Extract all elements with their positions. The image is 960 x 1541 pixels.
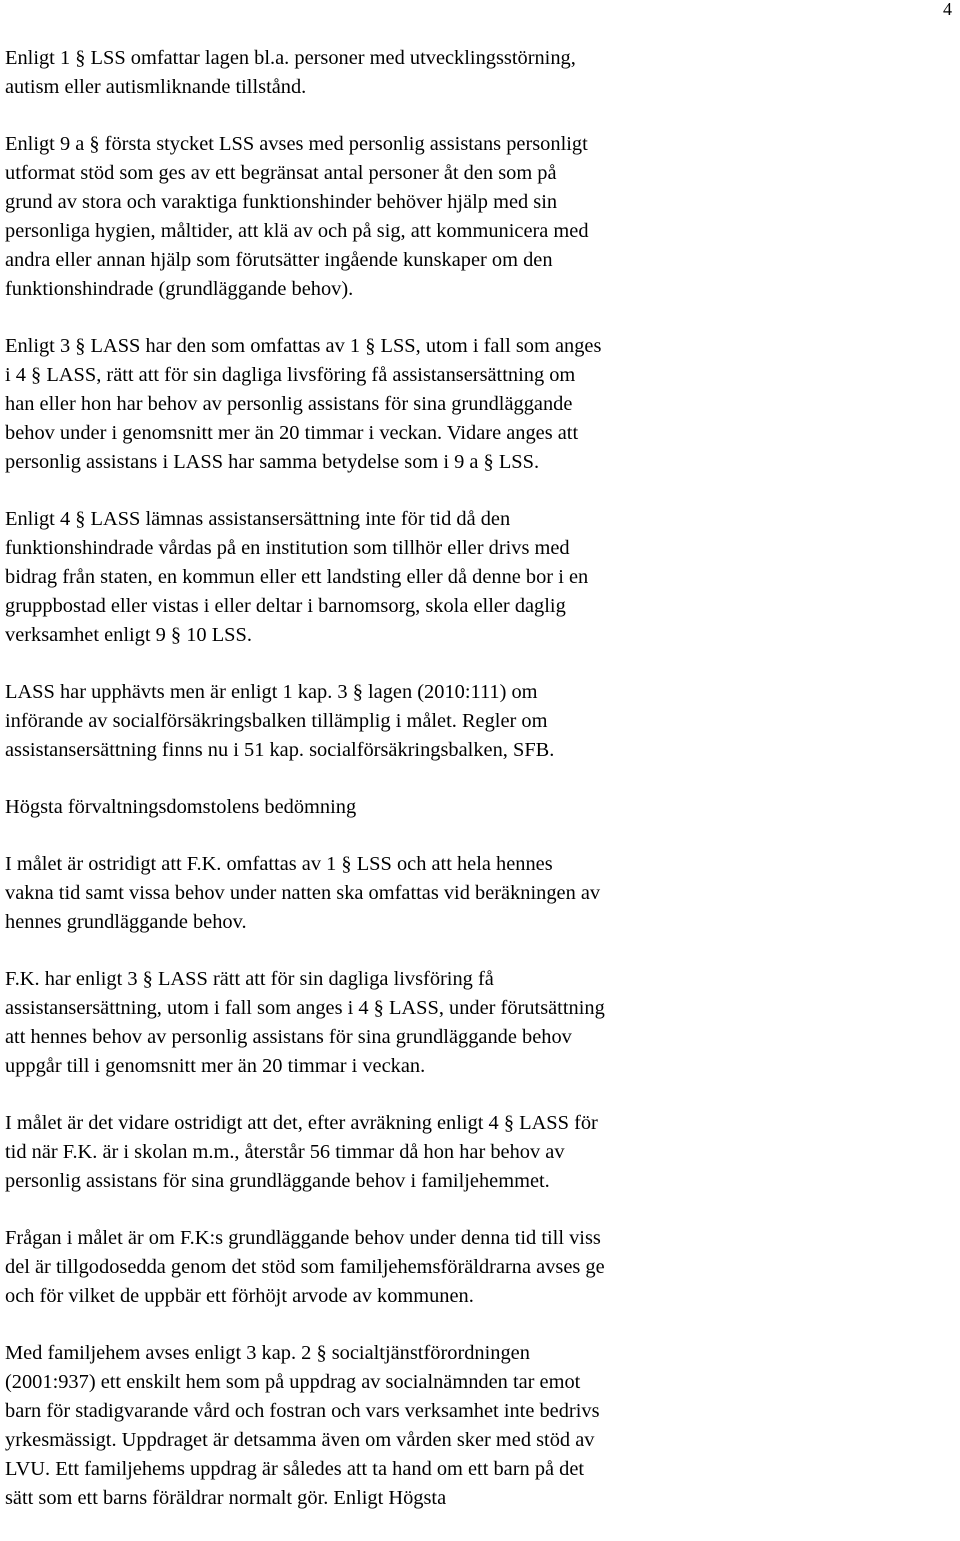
assessment-paragraph bbox=[5, 1224, 955, 1311]
assessment-paragraph bbox=[5, 1109, 955, 1196]
text-line: sätt som ett barns föräldrar normalt gör. Enligt Högsta bbox=[5, 1487, 447, 1509]
text-line: och för vilket de uppbär ett förhöjt arvode av kommunen. bbox=[5, 1285, 474, 1307]
paragraph-lass-4 bbox=[5, 505, 955, 650]
text-line: gruppbostad eller vistas i eller deltar i barnomsorg, skola eller daglig bbox=[5, 595, 566, 617]
paragraph-lss-9a bbox=[5, 130, 955, 304]
text-line: (2001:937) ett enskilt hem som på uppdrag av socialnämnden tar emot bbox=[5, 1371, 581, 1393]
text-line: behov under i genomsnitt mer än 20 timmar i veckan. Vidare anges att bbox=[5, 422, 579, 444]
text-line: vakna tid samt vissa behov under natten ska omfattas vid beräkningen av bbox=[5, 882, 601, 904]
text-line: Enligt 3 § LASS har den som omfattas av 1 § LSS, utom i fall som anges bbox=[5, 335, 602, 357]
text-line: Enligt 9 a § första stycket LSS avses med personlig assistans personligt bbox=[5, 133, 588, 155]
text-line: F.K. har enligt 3 § LASS rätt att för sin dagliga livsföring få bbox=[5, 968, 494, 990]
document-body bbox=[5, 44, 955, 1541]
paragraph-lass-3 bbox=[5, 332, 955, 477]
assessment-paragraph bbox=[5, 1339, 955, 1513]
text-line: assistansersättning, utom i fall som anges i 4 § LASS, under förutsättning bbox=[5, 997, 605, 1019]
text-line: I målet är ostridigt att F.K. omfattas av 1 § LSS och att hela hennes bbox=[5, 853, 553, 875]
text-line: utformat stöd som ges av ett begränsat antal personer åt den som på bbox=[5, 162, 557, 184]
assessment-paragraph bbox=[5, 850, 955, 937]
assessment-paragraph bbox=[5, 965, 955, 1081]
text-line: Enligt 4 § LASS lämnas assistansersättning inte för tid då den bbox=[5, 508, 511, 530]
text-line: i 4 § LASS, rätt att för sin dagliga livsföring få assistansersättning om bbox=[5, 364, 576, 386]
text-line: uppgår till i genomsnitt mer än 20 timmar i veckan. bbox=[5, 1055, 426, 1077]
paragraph-lass-repealed bbox=[5, 678, 955, 765]
text-line: LASS har upphävts men är enligt 1 kap. 3 § lagen (2010:111) om bbox=[5, 681, 538, 703]
text-line: personlig assistans för sina grundläggande behov i familjehemmet. bbox=[5, 1170, 550, 1192]
text-line: bidrag från staten, en kommun eller ett landsting eller då denne bor i en bbox=[5, 566, 589, 588]
text-line: I målet är det vidare ostridigt att det, efter avräkning enligt 4 § LASS för bbox=[5, 1112, 598, 1134]
page-number: 4 bbox=[943, 0, 952, 19]
text-line: hennes grundläggande behov. bbox=[5, 911, 247, 933]
text-line: personliga hygien, måltider, att klä av och på sig, att kommunicera med bbox=[5, 220, 589, 242]
text-line: yrkesmässigt. Uppdraget är detsamma även om vården sker med stöd av bbox=[5, 1429, 595, 1451]
text-line: andra eller annan hjälp som förutsätter ingående kunskaper om den bbox=[5, 249, 553, 271]
text-line: Enligt 1 § LSS omfattar lagen bl.a. personer med utvecklingsstörning, bbox=[5, 47, 576, 69]
text-line: Med familjehem avses enligt 3 kap. 2 § socialtjänstförordningen bbox=[5, 1342, 530, 1364]
section-heading: Högsta förvaltningsdomstolens bedömning bbox=[5, 796, 357, 818]
text-line: han eller hon har behov av personlig assistans för sina grundläggande bbox=[5, 393, 573, 415]
text-line: barn för stadigvarande vård och fostran och vars verksamhet inte bedrivs bbox=[5, 1400, 600, 1422]
text-line: tid när F.K. är i skolan m.m., återstår 56 timmar då hon har behov av bbox=[5, 1141, 565, 1163]
text-line: grund av stora och varaktiga funktionshinder behöver hjälp med sin bbox=[5, 191, 558, 213]
text-line: autism eller autismliknande tillstånd. bbox=[5, 76, 307, 98]
text-line: verksamhet enligt 9 § 10 LSS. bbox=[5, 624, 252, 646]
text-line: personlig assistans i LASS har samma betydelse som i 9 a § LSS. bbox=[5, 451, 540, 473]
text-line: att hennes behov av personlig assistans för sina grundläggande behov bbox=[5, 1026, 572, 1048]
text-line: LVU. Ett familjehems uppdrag är således att ta hand om ett barn på det bbox=[5, 1458, 585, 1480]
text-line: Frågan i målet är om F.K:s grundläggande behov under denna tid till viss bbox=[5, 1227, 601, 1249]
text-line: funktionshindrade (grundläggande behov). bbox=[5, 278, 354, 300]
text-line: funktionshindrade vårdas på en institution som tillhör eller drivs med bbox=[5, 537, 570, 559]
paragraph-lss-1 bbox=[5, 44, 955, 102]
text-line: införande av socialförsäkringsbalken tillämplig i målet. Regler om bbox=[5, 710, 548, 732]
text-line: assistansersättning finns nu i 51 kap. socialförsäkringsbalken, SFB. bbox=[5, 739, 555, 761]
text-line: del är tillgodosedda genom det stöd som familjehemsföräldrarna avses ge bbox=[5, 1256, 605, 1278]
